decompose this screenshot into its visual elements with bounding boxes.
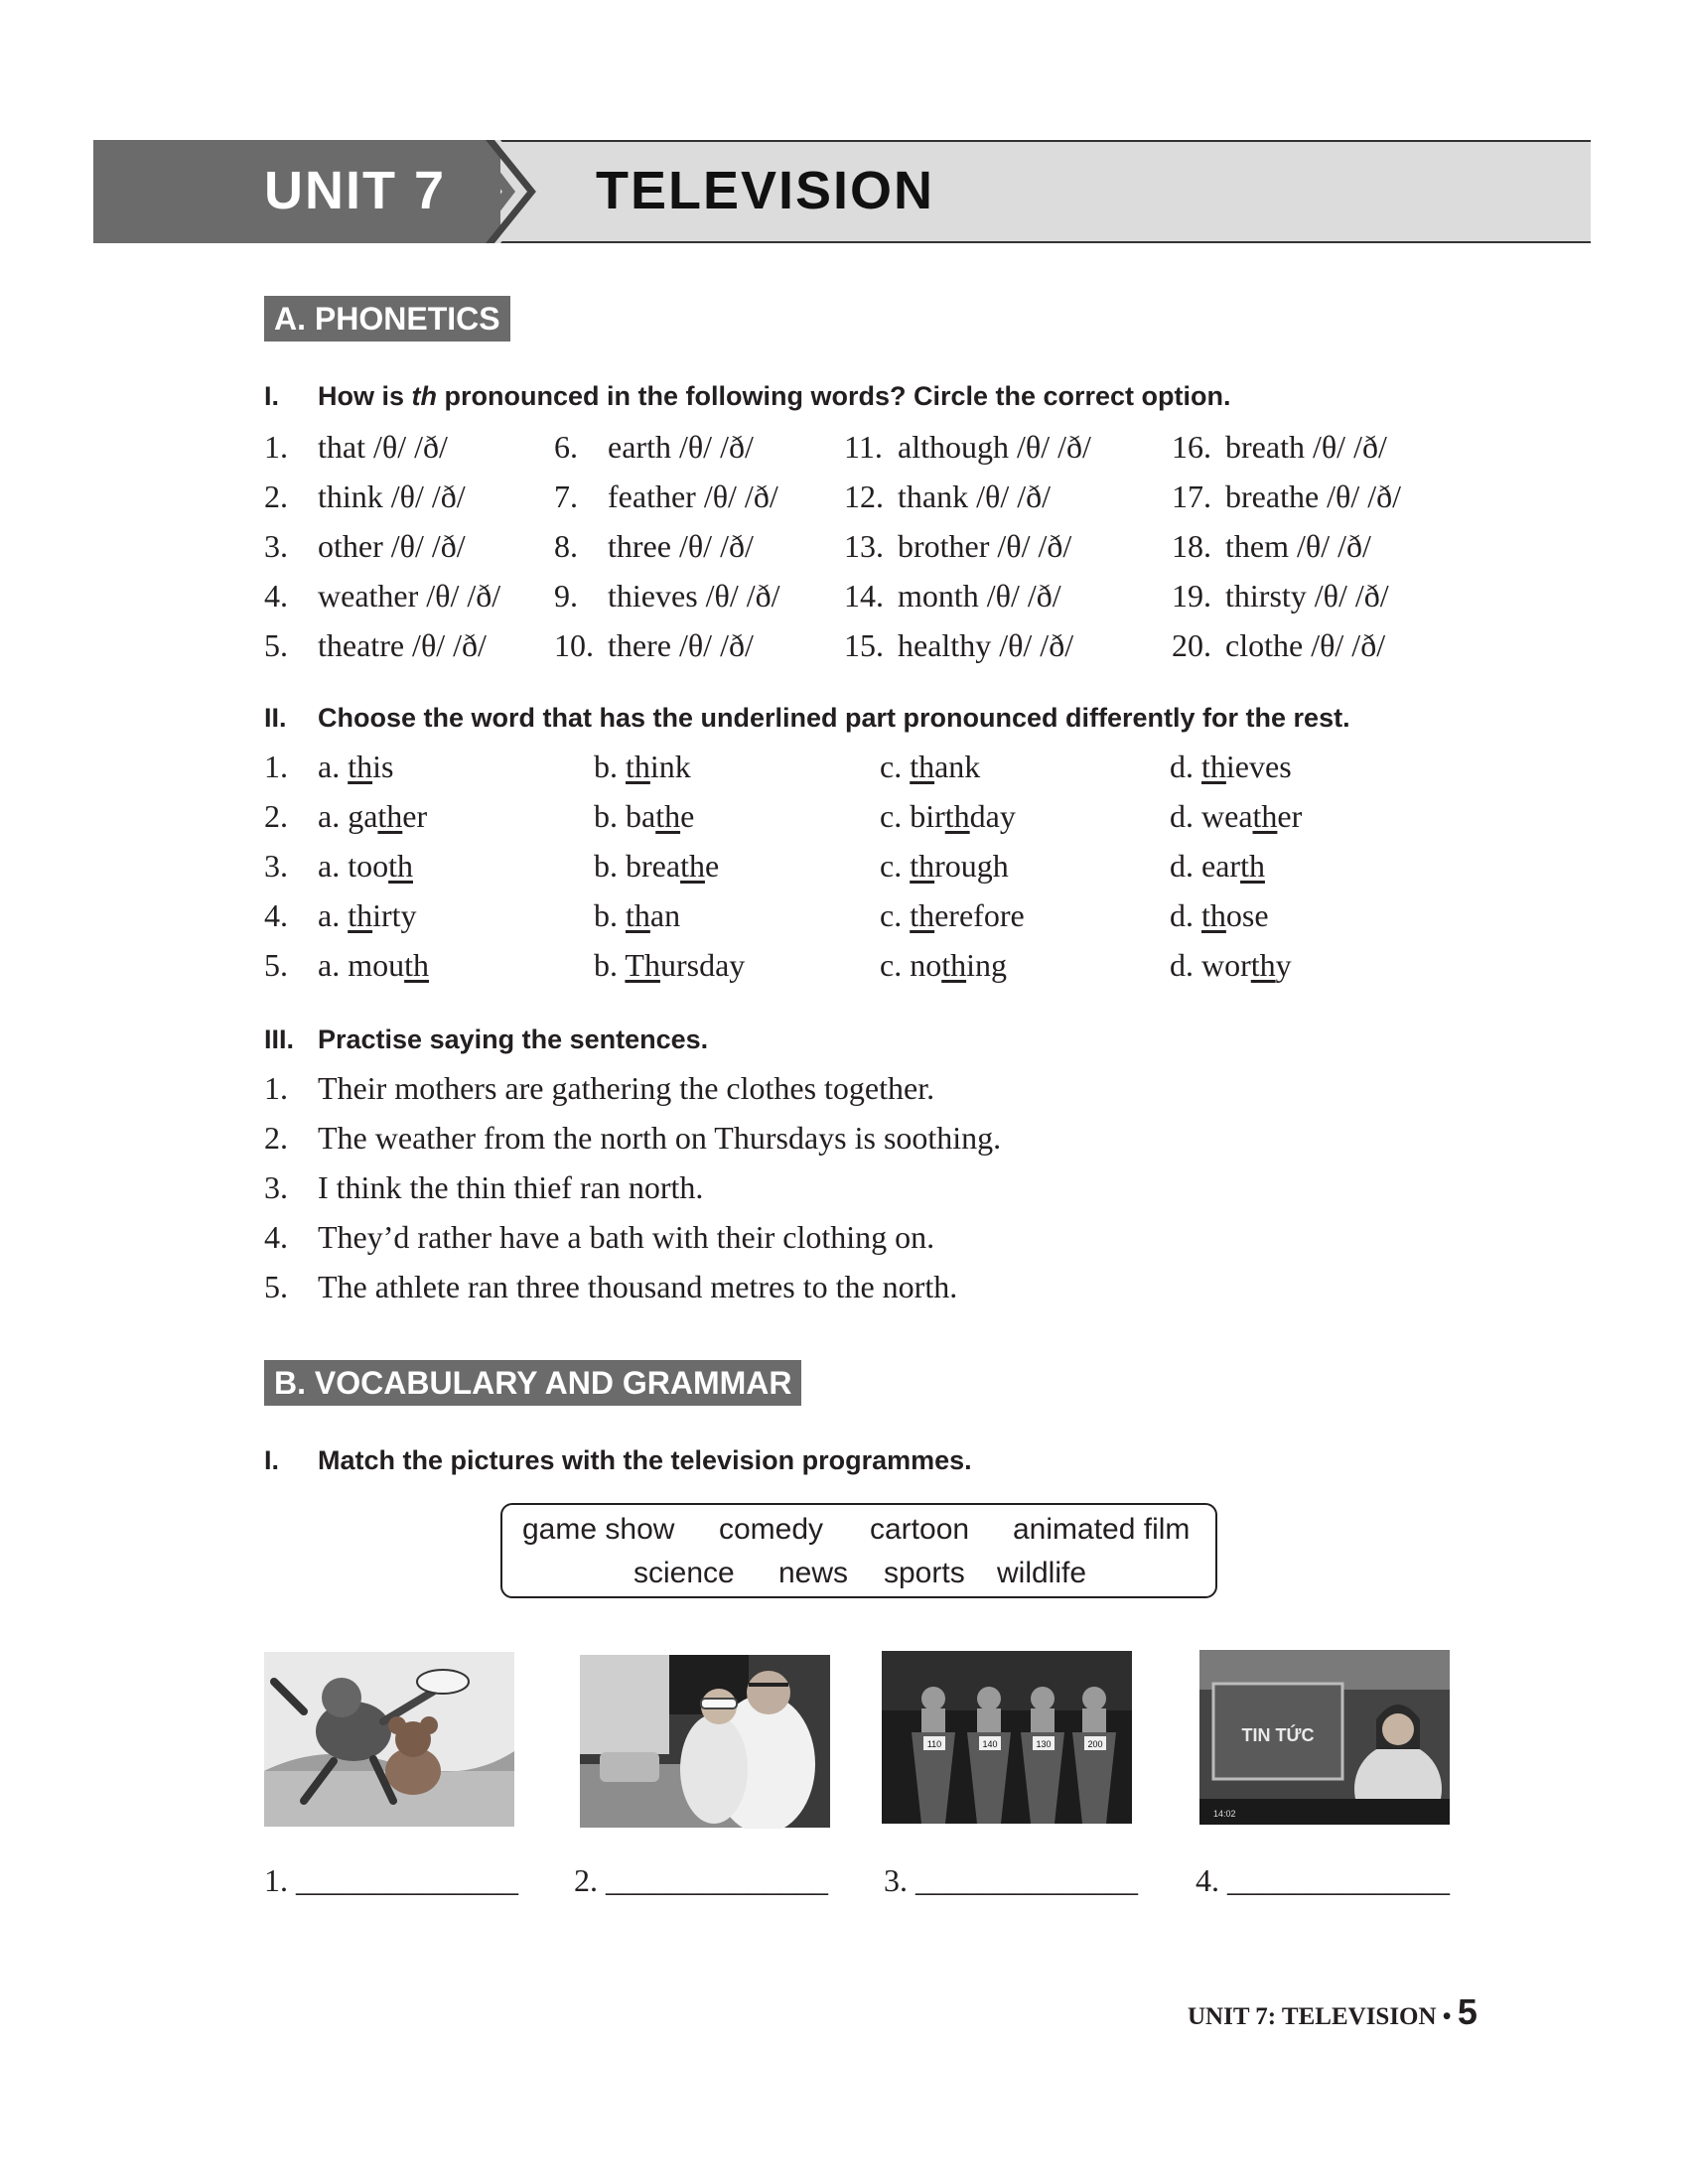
answer-option[interactable]: d. weather	[1170, 798, 1303, 834]
question-number: 5.	[264, 947, 288, 983]
answer-option[interactable]: a. this	[318, 749, 394, 784]
answer-option[interactable]: b. than	[594, 897, 681, 933]
underlined-part: th	[680, 848, 705, 884]
item-number: 12.	[844, 478, 884, 514]
exercise-text: Match the pictures with the television programmes.	[318, 1445, 972, 1475]
item-word: brother /θ/ /ð/	[898, 528, 1072, 564]
answer-option[interactable]: b. Thursday	[594, 947, 746, 983]
section-a-heading: A. PHONETICS	[264, 296, 510, 341]
page-number: 5	[1457, 1991, 1477, 2032]
question-number: 1.	[264, 749, 288, 784]
item-word: that /θ/ /ð/	[318, 429, 448, 465]
item-number: 3.	[264, 528, 288, 564]
podium-score: 110	[926, 1739, 942, 1749]
question-number: 3.	[264, 848, 288, 884]
item-word: clothe /θ/ /ð/	[1225, 627, 1386, 663]
underlined-part: th	[655, 798, 681, 834]
item-word: healthy /θ/ /ð/	[898, 627, 1074, 663]
word-news: news	[778, 1557, 849, 1589]
answer-option[interactable]: a. gather	[318, 798, 428, 834]
underlined-part: th	[941, 947, 967, 983]
answer-option[interactable]: d. thieves	[1170, 749, 1292, 784]
answer-option[interactable]: d. earth	[1170, 848, 1265, 884]
item-word: month /θ/ /ð/	[898, 578, 1061, 614]
unit-number: UNIT 7	[264, 161, 447, 220]
item-number: 20.	[1172, 627, 1211, 663]
underlined-part: th	[626, 749, 650, 784]
answer-option[interactable]: b. bathe	[594, 798, 695, 834]
item-word: feather /θ/ /ð/	[608, 478, 778, 514]
item-word: breathe /θ/ /ð/	[1225, 478, 1402, 514]
section-b-heading: B. VOCABULARY AND GRAMMAR	[264, 1360, 801, 1406]
answer-option[interactable]: c. thank	[880, 749, 981, 784]
item-number: 9.	[554, 578, 578, 614]
underlined-part: th	[348, 749, 373, 784]
answer-option[interactable]: b. think	[594, 749, 691, 784]
item-word: other /θ/ /ð/	[318, 528, 466, 564]
picture-3-game-show	[882, 1650, 1132, 1825]
item-word: thirsty /θ/ /ð/	[1225, 578, 1389, 614]
item-number: 7.	[554, 478, 578, 514]
item-word: think /θ/ /ð/	[318, 478, 466, 514]
item-number: 5.	[264, 627, 288, 663]
word-cartoon: cartoon	[870, 1513, 970, 1546]
answer-blank-3[interactable]: 3. ______________	[884, 1862, 1138, 1898]
picture-1-cartoon	[264, 1652, 514, 1827]
underlined-part: th	[1250, 947, 1276, 983]
item-word: weather /θ/ /ð/	[318, 578, 501, 614]
answer-option[interactable]: a. mouth	[318, 947, 429, 983]
underlined-part: th	[348, 897, 373, 933]
answer-option[interactable]: c. birthday	[880, 798, 1016, 834]
underlined-part: th	[1201, 749, 1226, 784]
answer-option[interactable]: d. those	[1170, 897, 1269, 933]
item-word: theatre /θ/ /ð/	[318, 627, 487, 663]
word-box	[500, 1503, 1217, 1598]
answer-blank-1[interactable]: 1. ______________	[264, 1862, 518, 1898]
underlined-part: th	[910, 897, 935, 933]
word-wildlife: wildlife	[997, 1557, 1087, 1589]
item-number: 2.	[264, 478, 288, 514]
podium-score: 140	[982, 1739, 998, 1749]
word-comedy: comedy	[719, 1513, 824, 1546]
picture-4-news	[1199, 1650, 1450, 1825]
item-number: 1.	[264, 429, 288, 465]
item-number: 15.	[844, 627, 884, 663]
unit-title: TELEVISION	[596, 161, 935, 220]
item-number: 17.	[1172, 478, 1211, 514]
page-footer	[1188, 1991, 1477, 2033]
item-word: thank /θ/ /ð/	[898, 478, 1051, 514]
underlined-part: th	[910, 848, 935, 884]
question-number: 4.	[264, 897, 288, 933]
item-number: 4.	[264, 578, 288, 614]
underlined-part: th	[1240, 848, 1265, 884]
item-number: 18.	[1172, 528, 1211, 564]
word-animated-film: animated film	[1013, 1513, 1191, 1546]
word-game-show: game show	[522, 1513, 675, 1546]
underlined-part: th	[377, 798, 403, 834]
exercise-number: II.	[264, 703, 287, 733]
answer-option[interactable]: c. through	[880, 848, 1009, 884]
word-sports: sports	[884, 1557, 965, 1589]
item-number: 8.	[554, 528, 578, 564]
item-number: 10.	[554, 627, 594, 663]
item-number: 13.	[844, 528, 884, 564]
underlined-part: th	[626, 897, 650, 933]
underlined-part: th	[910, 749, 935, 784]
item-number: 11.	[844, 429, 883, 465]
exercise-text: Choose the word that has the underlined part pronounced differently for the rest.	[318, 703, 1350, 733]
item-word: although /θ/ /ð/	[898, 429, 1091, 465]
underlined-part: th	[944, 798, 970, 834]
underlined-part: th	[1201, 897, 1226, 933]
item-number: 14.	[844, 578, 884, 614]
answer-option[interactable]: b. breathe	[594, 848, 720, 884]
item-number: 16.	[1172, 429, 1211, 465]
podium-score: 200	[1087, 1739, 1103, 1749]
unit-banner	[93, 140, 1591, 243]
question-number: 2.	[264, 798, 288, 834]
item-word: earth /θ/ /ð/	[608, 429, 754, 465]
exercise-text: How is th pronounced in the following words? Circle the correct option.	[318, 381, 1231, 411]
item-word: thieves /θ/ /ð/	[608, 578, 780, 614]
item-word: three /θ/ /ð/	[608, 528, 754, 564]
exercise-number: I.	[264, 381, 280, 411]
item-word: them /θ/ /ð/	[1225, 528, 1371, 564]
answer-blank-4[interactable]: 4. ______________	[1196, 1862, 1450, 1898]
underlined-part: th	[388, 848, 413, 884]
exercise-number: I.	[264, 1445, 280, 1475]
answer-option[interactable]: a. thirty	[318, 897, 417, 933]
answer-option[interactable]: c. nothing	[880, 947, 1007, 983]
answer-option[interactable]: d. worthy	[1170, 947, 1292, 983]
item-word: there /θ/ /ð/	[608, 627, 754, 663]
footer-unit-title: UNIT 7: TELEVISION •	[1188, 2003, 1452, 2030]
underlined-part: th	[1252, 798, 1278, 834]
item-number: 19.	[1172, 578, 1211, 614]
underlined-part: th	[404, 947, 429, 983]
answer-option[interactable]: a. tooth	[318, 848, 413, 884]
exercise-text: Practise saying the sentences.	[318, 1024, 709, 1054]
picture-2-science	[580, 1654, 830, 1829]
answer-option[interactable]: c. therefore	[880, 897, 1025, 933]
answer-blank-2[interactable]: 2. ______________	[574, 1862, 828, 1898]
item-number: 6.	[554, 429, 578, 465]
underlined-part: Th	[625, 947, 660, 983]
podium-score: 130	[1036, 1739, 1052, 1749]
item-word: breath /θ/ /ð/	[1225, 429, 1387, 465]
exercise-number: III.	[264, 1024, 295, 1054]
clock-readout: 14:02	[1213, 1809, 1236, 1819]
tv-screen-text: TIN TỨC	[1241, 1725, 1315, 1745]
word-science: science	[633, 1557, 735, 1589]
